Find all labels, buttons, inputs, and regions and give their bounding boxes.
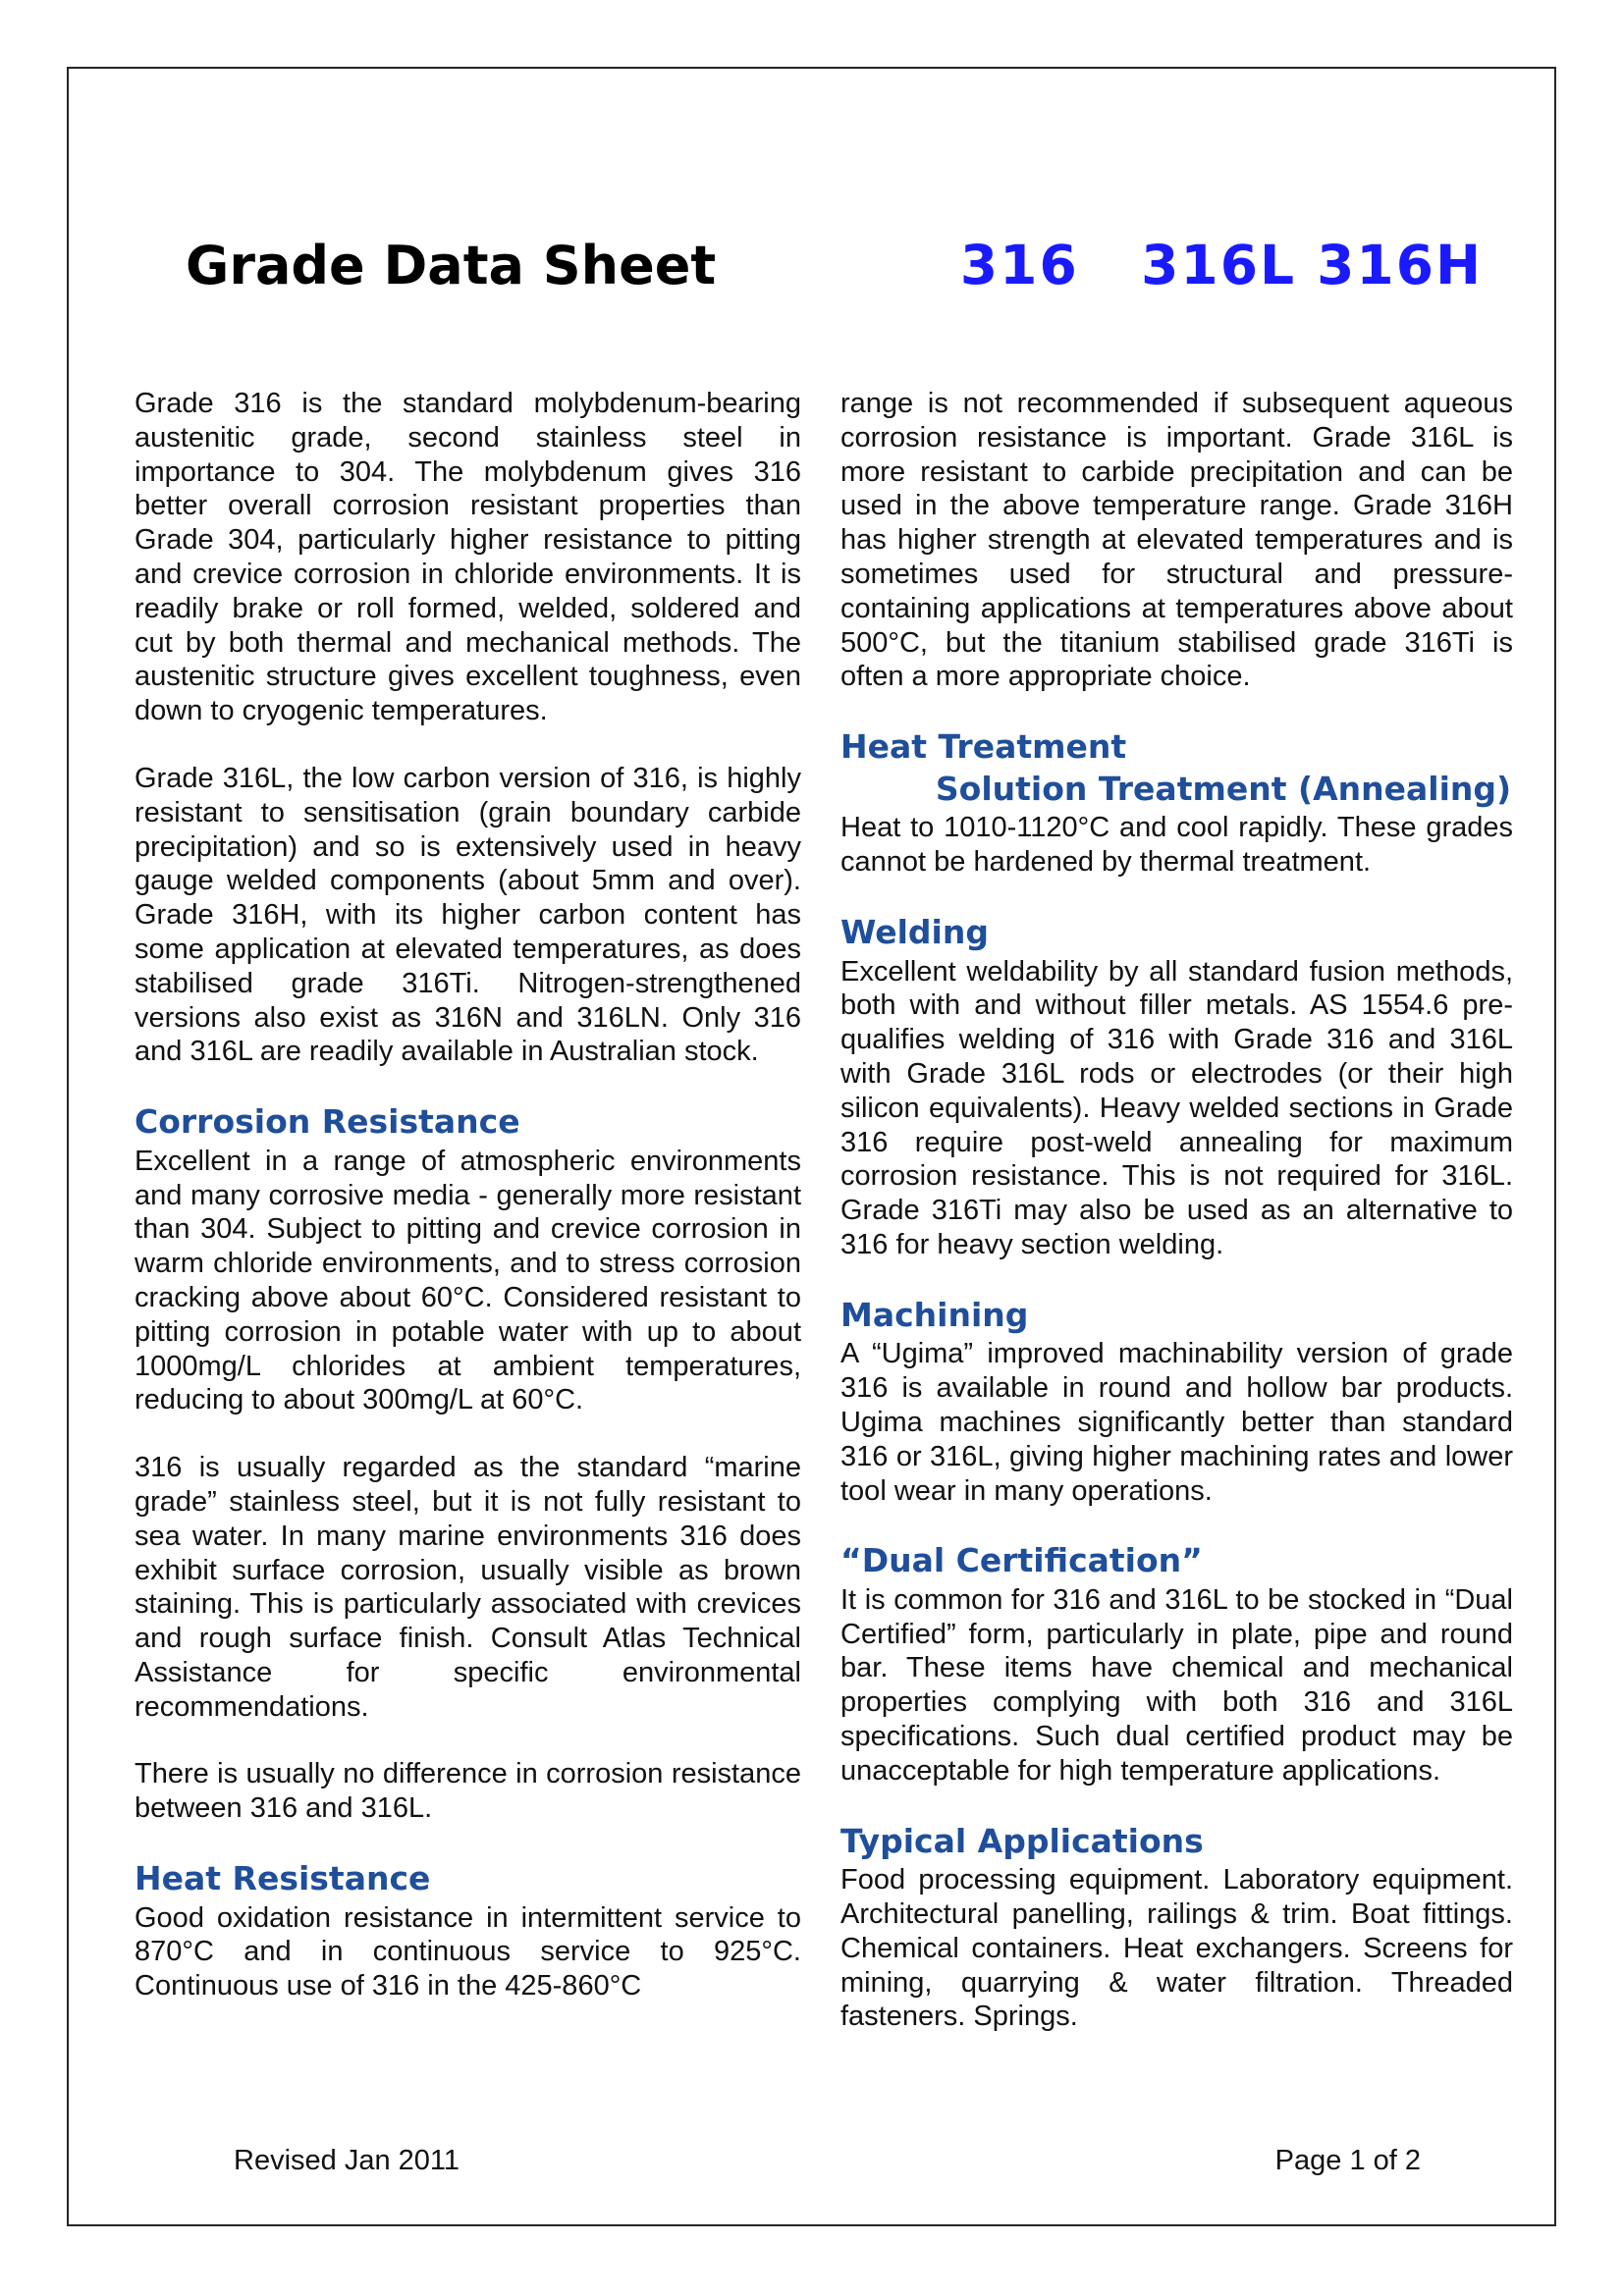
paragraph-corrosion-resistance: Excellent in a range of atmospheric environments and many corrosive media - generally more resistant than 304. Subject to pitting and crevice corrosion in warm chloride environments, and to stress corrosion cracking above about 60°C. Considered resistant to pitting corrosion in potable water with up to about 1000mg/L chlorides at ambient temperatures, reducing to about 300mg/L at 60°C. (135, 1145, 801, 1416)
heading-corrosion-resistance: Corrosion Resistance (135, 1102, 520, 1142)
header (186, 234, 1483, 296)
paragraph-typical-applications: Food processing equipment. Laboratory equipment. Architectural panelling, railings & trim. Boat fittings. Chemical containers. Heat exchangers. Screens for mining, quarrying & water filtration. Threaded fasteners. Springs. (840, 1864, 1513, 2033)
paragraph-welding: Excellent weldability by all standard fusion methods, both with and without filler metals. AS 1554.6 pre-qualifies welding of 316 with Grade 316 and 316L with Grade 316L rods or electrodes (or their high silicon equivalents). Heavy welded sections in Grade 316 require post-weld annealing for maximum corrosion resistance. This is not required for 316L. Grade 316Ti may also be used as an alternative to 316 for heavy section welding. (840, 955, 1513, 1260)
paragraph-heat-treatment: Heat to 1010-1120°C and cool rapidly. These grades cannot be hardened by thermal treatment. (840, 812, 1513, 879)
subheading-solution-treatment: Solution Treatment (Annealing) (935, 769, 1512, 808)
right-column (840, 387, 1513, 2067)
paragraph-no-difference: There is usually no difference in corrosion resistance between 316 and 316L. (135, 1758, 801, 1825)
footer-page-number: Page 1 of 2 (1274, 2145, 1421, 2176)
paragraph-marine-grade: 316 is usually regarded as the standard “marine grade” stainless steel, but it is not fully resistant to sea water. In many marine environments 316 does exhibit surface corrosion, usually visible as brown staining. This is particularly associated with crevices and rough surface finish. Consult Atlas Technical Assistance for specific environmental recommendations. (135, 1452, 801, 1723)
document-title: Grade Data Sheet (186, 235, 717, 296)
paragraph-316l-316h: Grade 316L, the low carbon version of 316, is highly resistant to sensitisation (grain boundary carbide precipitation) and so is extensively used in heavy gauge welded components (about 5mm and over). Grade 316H, with its higher carbon content has some application at elevated temperatures, as does stabilised grade 316Ti. Nitrogen-strengthened versions also exist as 316N and 316LN. Only 316 and 316L are readily available in Australian stock. (135, 762, 801, 1068)
paragraph-heat-resistance: Good oxidation resistance in intermittent service to 870°C and in continuous service to 925°C. Continuous use of 316 in the 425-860°C (135, 1901, 801, 2002)
heading-machining: Machining (840, 1295, 1029, 1334)
paragraph-machining: A “Ugima” improved machinability version of grade 316 is available in round and hollow bar products. Ugima machines significantly better than standard 316 or 316L, giving higher machining rates and lower tool wear in many operations. (840, 1338, 1513, 1507)
footer-revised-date: Revised Jan 2011 (234, 2145, 460, 2176)
heading-welding: Welding (840, 912, 989, 951)
page-border (67, 67, 1556, 2226)
paragraph-intro-316: Grade 316 is the standard molybdenum-bearing austenitic grade, second stainless steel in importance to 304. The molybdenum gives 316 better overall corrosion resistant properties than Grade 304, particularly higher resistance to pitting and crevice corrosion in chloride environments. It is readily brake or roll formed, welded, soldered and cut by both thermal and mechanical methods. The austenitic structure gives excellent toughness, even down to cryogenic temperatures. (135, 388, 801, 727)
heading-heat-resistance: Heat Resistance (135, 1859, 431, 1898)
heading-heat-treatment: Heat Treatment (840, 727, 1127, 767)
content-columns (69, 387, 1554, 2067)
paragraph-continuation: range is not recommended if subsequent aqueous corrosion resistance is important. Grade 316L is more resistant to carbide precipitation and can be used in the above temperature range. Grade 316H has higher strength at elevated temperatures and is sometimes used for structural and pressure-containing applications at temperatures above about 500°C, but the titanium stabilised grade 316Ti is often a more appropriate choice. (840, 388, 1513, 693)
paragraph-dual-certification: It is common for 316 and 316L to be stocked in “Dual Certified” form, particularly in plate, pipe and round bar. These items have chemical and mechanical properties complying with both 316 and 316L specifications. Such dual certified product may be unacceptable for high temperature applications. (840, 1583, 1513, 1787)
grade-numbers-title: 316 316L 316H (959, 234, 1483, 296)
heading-typical-applications: Typical Applications (840, 1821, 1204, 1860)
heading-dual-certification: “Dual Certification” (840, 1541, 1203, 1580)
left-column (135, 387, 801, 2067)
